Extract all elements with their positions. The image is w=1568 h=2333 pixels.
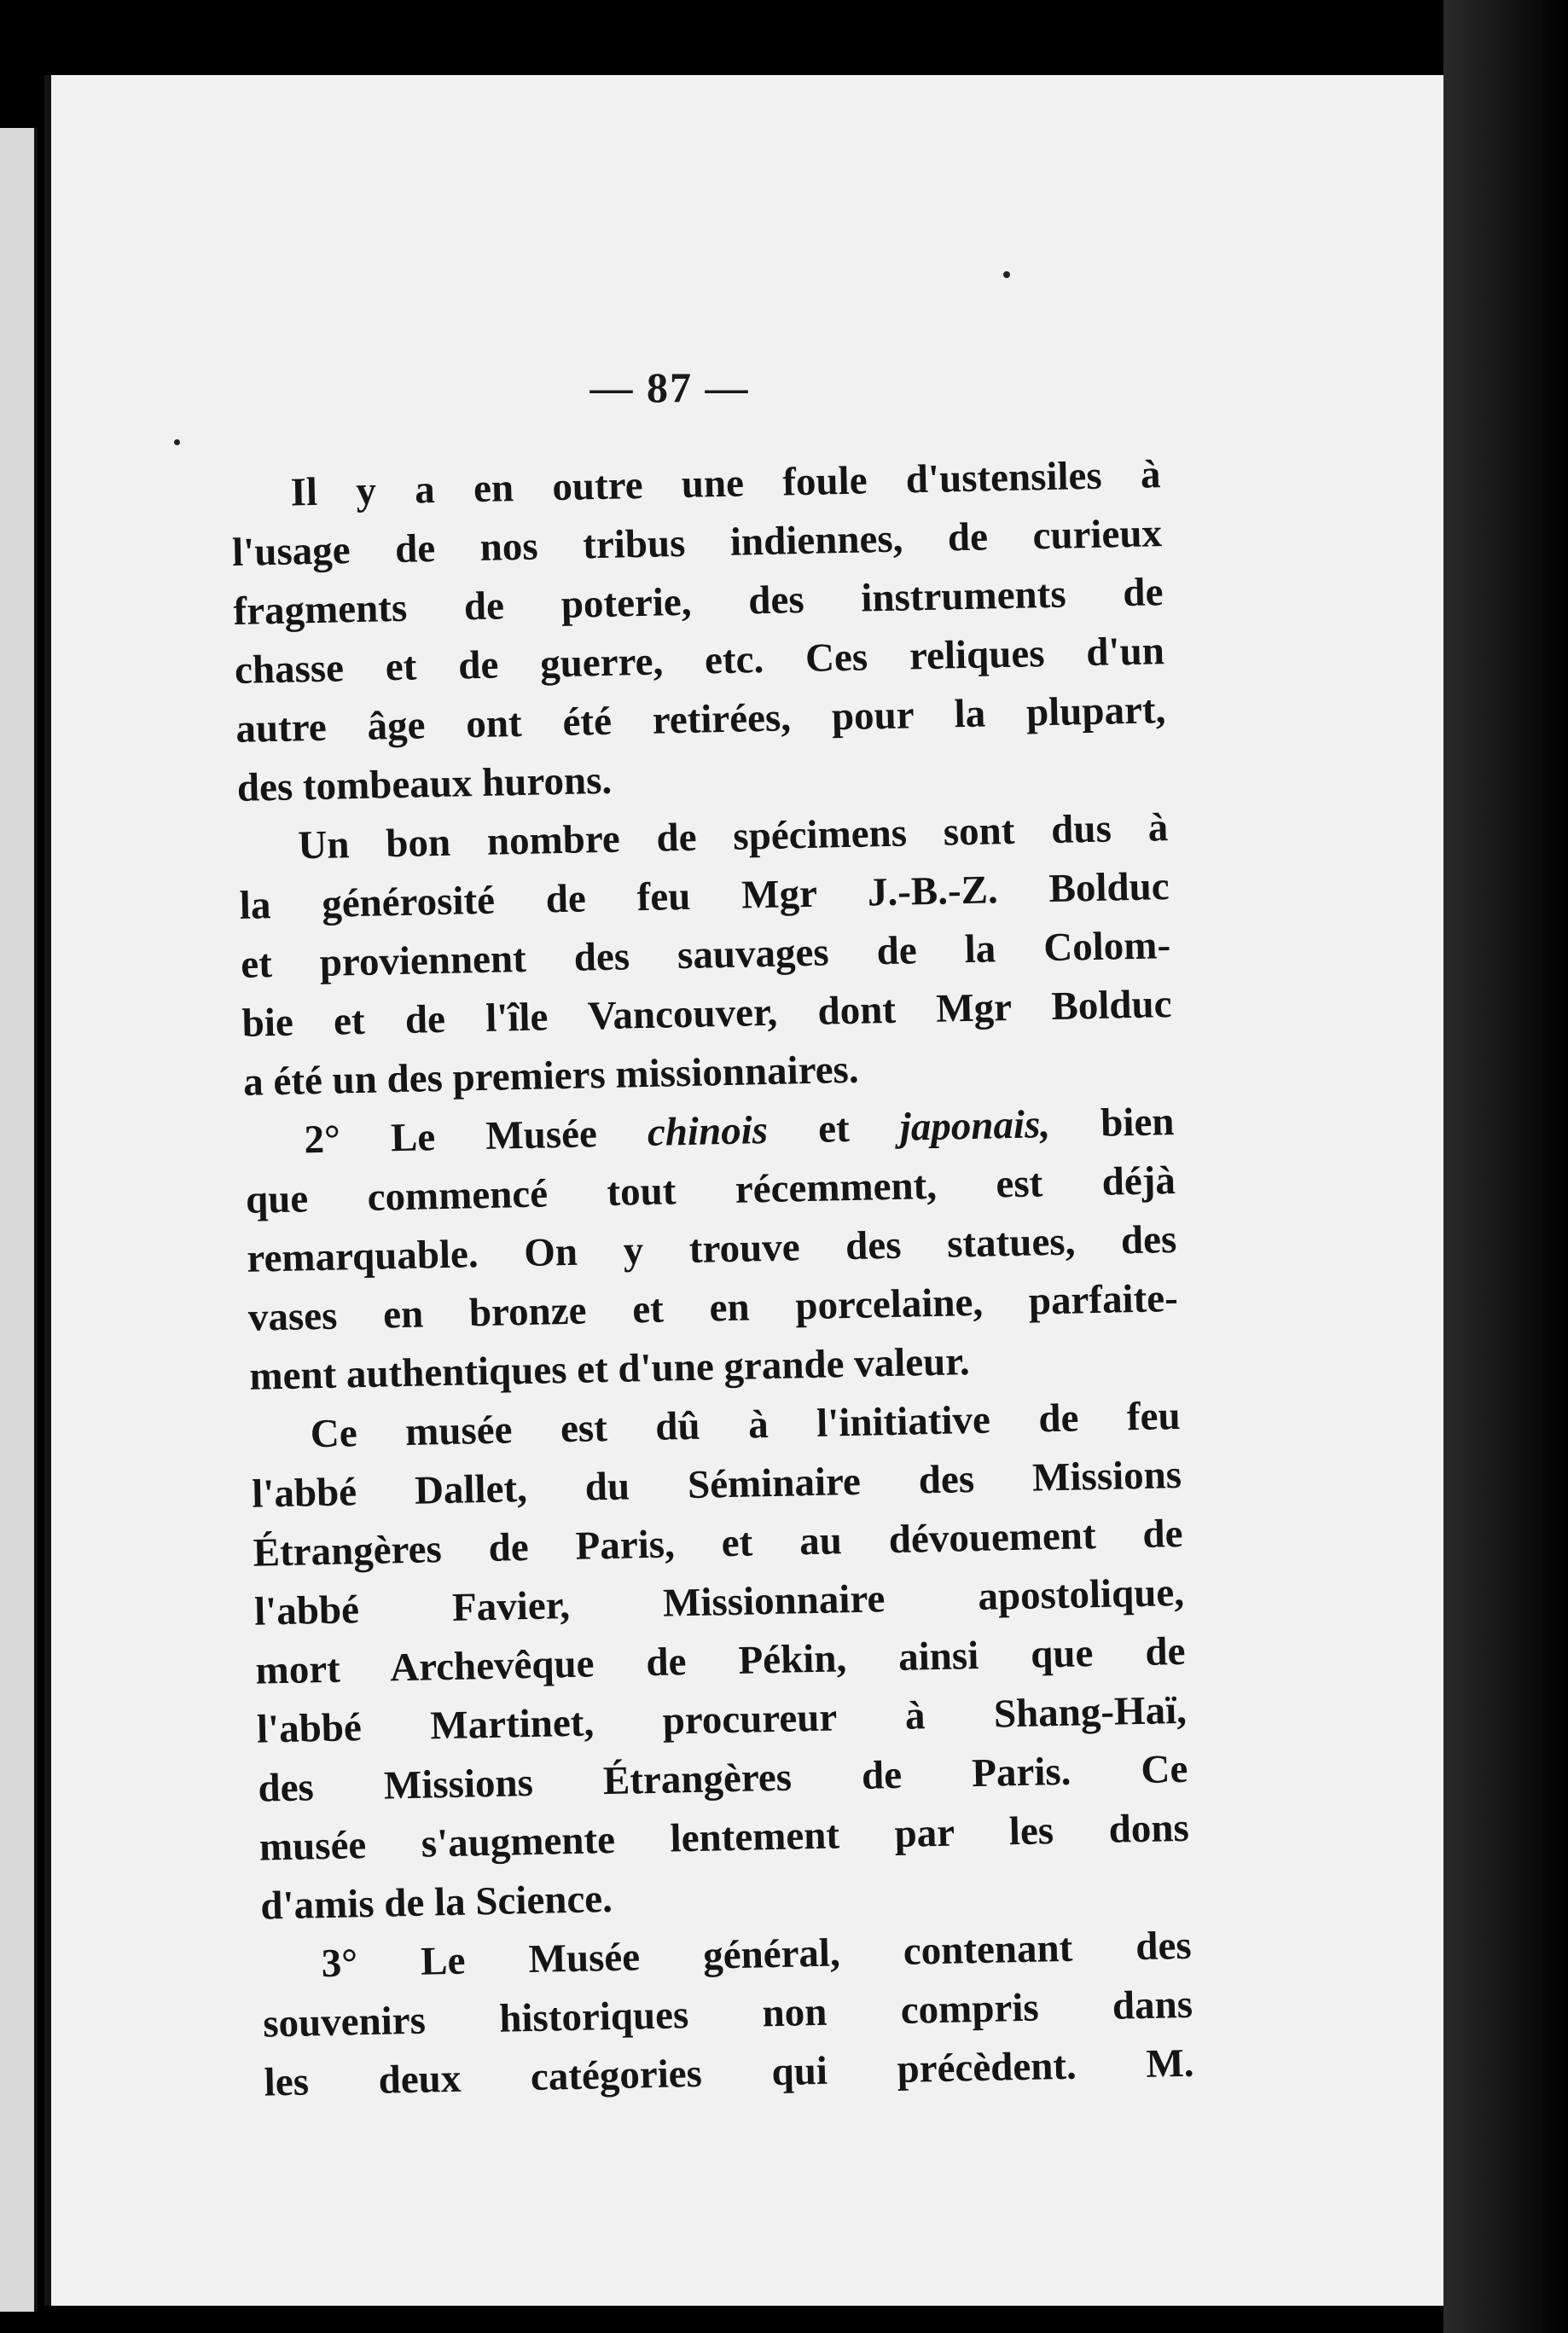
text-block-1 (230, 445, 1174, 1112)
text-line: chasse et de guerre, etc. Ces reliques d'un (234, 629, 1165, 693)
text-line: Étrangères de Paris, et au dévouement de (253, 1511, 1184, 1576)
text-line: et proviennent des sauvages de la Colom- (240, 923, 1171, 987)
page-body (230, 445, 1194, 2112)
text-fragment: bien (1100, 1100, 1175, 1146)
text-line: Ce musée est dû à l'initiative de feu (310, 1393, 1182, 1457)
text-line: musée s'augmente lentement par les dons (258, 1805, 1190, 1870)
text-line: 3° Le Musée général, contenant des (321, 1923, 1193, 1987)
text-line: ment authentiques et d'une grande valeur. (248, 1339, 971, 1399)
text-line: mort Archevêque de Pékin, ainsi que de (255, 1628, 1186, 1693)
text-line: Un bon nombre de spécimens sont dus à (297, 805, 1169, 868)
text-line: l'abbé Favier, Missionnaire apostolique, (253, 1570, 1185, 1634)
text-line: la générosité de feu Mgr J.-B.-Z. Bolduc (239, 864, 1170, 928)
text-line: souvenirs historiques non compris dans (262, 1982, 1193, 2046)
text-line: Il y a en outre une foule d'ustensiles à (290, 452, 1162, 515)
text-block-2 (245, 1152, 1194, 2113)
italic-word: japonais, (899, 1102, 1051, 1150)
text-line: d'amis de la Science. (259, 1876, 613, 1929)
text-line: des Missions Étrangères de Paris. Ce (257, 1746, 1188, 1811)
italic-word: chinois (647, 1107, 769, 1155)
text-line: autre âge ont été retirées, pour la plupart, (235, 688, 1166, 752)
text-line: bie et de l'île Vancouver, dont Mgr Bolduc (241, 982, 1173, 1046)
text-line: remarquable. On y trouve des statues, des (246, 1216, 1177, 1281)
text-fragment: et (817, 1106, 851, 1152)
text-line: vases en bronze et en porcelaine, parfaite- (247, 1275, 1179, 1340)
text-fragment: 2° Le Musée (304, 1111, 598, 1163)
previous-page-edge (0, 128, 38, 2312)
text-line: des tombeaux hurons. (236, 757, 613, 810)
paper-speck (174, 439, 180, 445)
text-line: l'usage de nos tribus indiennes, de curieux (231, 511, 1163, 575)
text-line: que commencé tout récemment, est déjà (245, 1158, 1176, 1222)
text-line: a été un des premiers missionnaires. (242, 1047, 860, 1105)
text-line: fragments de poterie, des instruments de (233, 570, 1164, 634)
book-shadow (1443, 0, 1568, 2333)
text-line: l'abbé Martinet, procureur à Shang-Haï, (256, 1687, 1188, 1752)
text-line: les deux catégories qui précèdent. M. (264, 2040, 1195, 2105)
text-line: l'abbé Dallet, du Séminaire des Missions (251, 1452, 1182, 1517)
page-number: — 87 — (589, 363, 750, 411)
paper-speck (1003, 271, 1010, 278)
